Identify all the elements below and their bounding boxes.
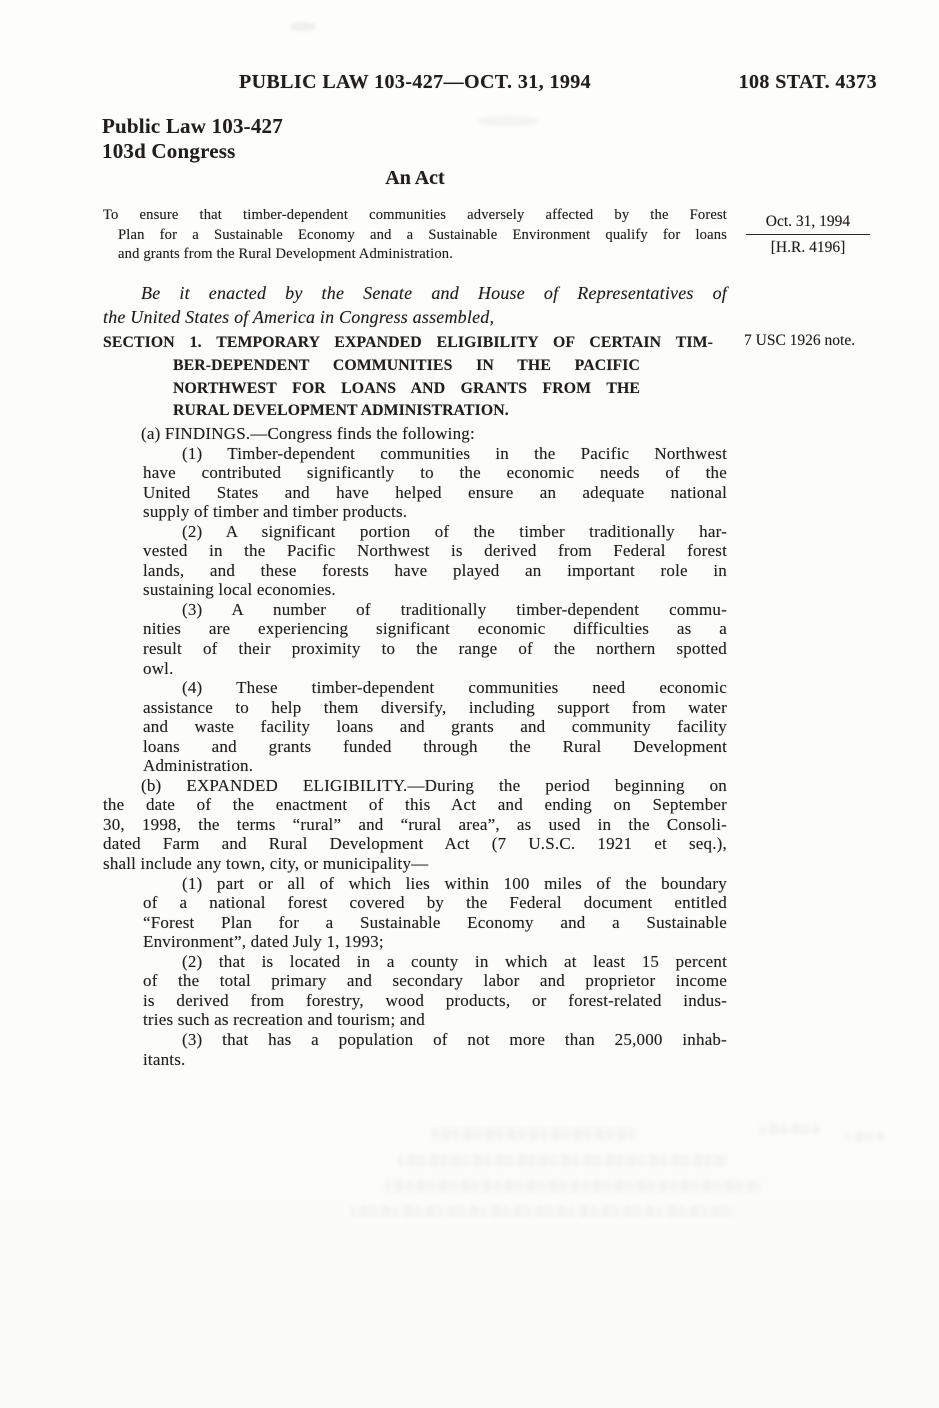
- text-line: (1) part or all of which lies within 100 miles of the boundary: [182, 873, 727, 893]
- text-line: and waste facility loans and grants and community facility: [143, 717, 727, 737]
- text-line: (4) These timber-dependent communities need economic: [182, 678, 727, 698]
- subsection-a: [103, 424, 727, 444]
- section-1-body: [103, 424, 727, 1069]
- text-line: itants.: [143, 1049, 186, 1069]
- bleed-through-artifact: [432, 1128, 637, 1140]
- scan-smudge: [478, 116, 538, 126]
- text-line: and grants from the Rural Development Administration.: [118, 246, 454, 262]
- criterion-1: [103, 874, 727, 952]
- bleed-through-artifact: [385, 1180, 760, 1192]
- finding-3: [103, 600, 727, 678]
- text-line: shall include any town, city, or municipality—: [103, 854, 429, 874]
- running-header-title: PUBLIC LAW 103-427—OCT. 31, 1994: [238, 71, 592, 93]
- text-line: (a) FINDINGS.—Congress finds the following:: [141, 424, 475, 443]
- finding-4: [103, 678, 727, 776]
- text-line: BER-DEPENDENT COMMUNITIES IN THE PACIFIC: [173, 356, 640, 374]
- text-line: (2) A significant portion of the timber traditionally har-: [182, 521, 727, 541]
- text-line: Administration.: [143, 756, 254, 776]
- text-line: nities are experiencing significant economic difficulties as a: [143, 619, 727, 639]
- text-line: Be it enacted by the Senate and House of Representatives of: [141, 283, 727, 303]
- text-line: 30, 1998, the terms “rural” and “rural area”, as used in the Consoli-: [103, 814, 727, 834]
- text-line: of the total primary and secondary labor and proprietor income: [143, 971, 727, 991]
- subsection-b: [103, 776, 727, 874]
- congress-number: 103d Congress: [102, 139, 236, 163]
- text-line: “Forest Plan for a Sustainable Economy and a Sustainable: [143, 912, 727, 932]
- text-line: assistance to help them diversify, including support from water: [143, 697, 727, 717]
- text-line: (1) Timber-dependent communities in the Pacific Northwest: [182, 443, 727, 463]
- text-line: RURAL DEVELOPMENT ADMINISTRATION.: [173, 402, 509, 420]
- text-line: sustaining local economies.: [143, 580, 336, 600]
- law-identification-block: [102, 114, 283, 164]
- bleed-through-artifact: [350, 1205, 735, 1217]
- text-line: NORTHWEST FOR LOANS AND GRANTS FROM THE: [173, 379, 640, 397]
- text-line: of a national forest covered by the Federal document entitled: [143, 893, 727, 913]
- act-heading: An Act: [385, 167, 445, 189]
- text-line: owl.: [143, 658, 174, 678]
- enacting-clause: [103, 281, 727, 329]
- scan-smudge: [290, 22, 316, 31]
- criterion-2: [103, 952, 727, 1030]
- text-line: the United States of America in Congress assembled,: [103, 307, 495, 327]
- finding-1: [103, 444, 727, 522]
- bleed-through-artifact: [398, 1155, 728, 1167]
- text-line: is derived from forestry, wood products, or forest-related indus-: [143, 990, 727, 1010]
- text-line: To ensure that timber-dependent communities adversely affected by the Forest: [103, 207, 727, 223]
- text-line: Environment”, dated July 1, 1993;: [143, 932, 384, 952]
- margin-date-note: [746, 212, 870, 257]
- text-line: (b) EXPANDED ELIGIBILITY.—During the period beginning on: [141, 775, 727, 795]
- text-line: have contributed significantly to the economic needs of the: [143, 463, 727, 483]
- bill-number: [H.R. 4196]: [770, 239, 846, 256]
- text-line: loans and grants funded through the Rural Development: [143, 736, 727, 756]
- text-line: Plan for a Sustainable Economy and a Sustainable Environment qualify for loans: [118, 226, 727, 243]
- section-1-heading: [103, 332, 713, 423]
- finding-2: [103, 522, 727, 600]
- enactment-date: Oct. 31, 1994: [746, 212, 870, 235]
- law-number: Public Law 103-427: [102, 114, 283, 138]
- stat-page-number: 108 STAT. 4373: [738, 71, 877, 93]
- usc-citation-note: 7 USC 1926 note.: [744, 332, 856, 349]
- criterion-3: [103, 1030, 727, 1069]
- text-line: (2) that is located in a county in which at least 15 percent: [182, 951, 727, 971]
- text-line: lands, and these forests have played an important role in: [143, 560, 727, 580]
- text-line: dated Farm and Rural Development Act (7 U.S.C. 1921 et seq.),: [103, 834, 727, 854]
- text-line: United States and have helped ensure an adequate national: [143, 482, 727, 502]
- text-line: the date of the enactment of this Act and ending on September: [103, 795, 727, 815]
- text-line: supply of timber and timber products.: [143, 502, 408, 522]
- bleed-through-artifact: [760, 1124, 820, 1134]
- long-title: [103, 206, 727, 265]
- text-line: tries such as recreation and tourism; and: [143, 1010, 426, 1030]
- text-line: vested in the Pacific Northwest is derived from Federal forest: [143, 541, 727, 561]
- text-line: SECTION 1. TEMPORARY EXPANDED ELIGIBILITY OF CERTAIN TIM-: [103, 334, 713, 351]
- bleed-through-artifact: [845, 1132, 885, 1141]
- text-line: result of their proximity to the range of the northern spotted: [143, 639, 727, 659]
- text-line: (3) that has a population of not more than 25,000 inhab-: [182, 1029, 727, 1049]
- text-line: (3) A number of traditionally timber-dependent commu-: [182, 599, 727, 619]
